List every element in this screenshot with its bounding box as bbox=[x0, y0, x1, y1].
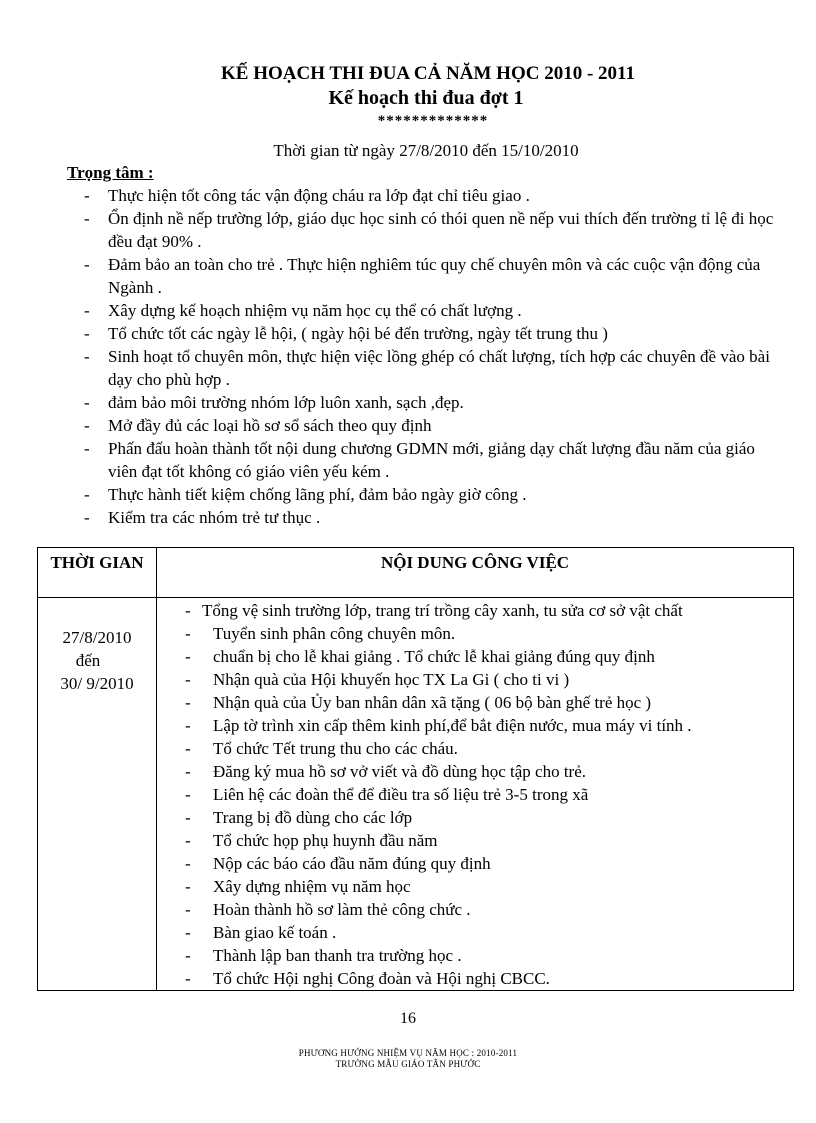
task-item: - Tổ chức Hội nghị Công đoàn và Hội nghị CBCC. bbox=[185, 967, 793, 990]
task-item: - Hoàn thành hồ sơ làm thẻ công chức . bbox=[185, 898, 793, 921]
time-start: 27/8/2010 bbox=[62, 628, 132, 647]
task-item: - Tổ chức Tết trung thu cho các cháu. bbox=[185, 737, 793, 760]
focus-item: - Thực hành tiết kiệm chống lãng phí, đảm bảo ngày giờ công . bbox=[84, 483, 784, 506]
task-item: - Liên hệ các đoàn thể để điều tra số liệu trẻ 3-5 trong xã bbox=[185, 783, 793, 806]
task-item: - Tổ chức họp phụ huynh đầu năm bbox=[185, 829, 793, 852]
focus-item: - đảm bảo môi trường nhóm lớp luôn xanh, sạch ,đẹp. bbox=[84, 391, 784, 414]
task-item: - Lập tờ trình xin cấp thêm kinh phí,để bắt điện nước, mua máy vi tính . bbox=[185, 714, 793, 737]
task-item: - Tuyển sinh phân công chuyên môn. bbox=[185, 622, 793, 645]
focus-item: - Thực hiện tốt công tác vận động cháu ra lớp đạt chỉ tiêu giao . bbox=[84, 184, 784, 207]
task-item: - Nhận quà của Hội khuyến học TX La Gi ( cho ti vi ) bbox=[185, 668, 793, 691]
header-time: THỜI GIAN bbox=[38, 548, 157, 598]
focus-item: - Xây dựng kế hoạch nhiệm vụ năm học cụ thể có chất lượng . bbox=[84, 299, 784, 322]
time-end: 30/ 9/2010 bbox=[60, 674, 134, 693]
stars-divider: ************* bbox=[377, 113, 489, 129]
task-item: - Nộp các báo cáo đầu năm đúng quy định bbox=[185, 852, 793, 875]
focus-item: - Phấn đấu hoàn thành tốt nội dung chương GDMN mới, giảng dạy chất lượng đầu năm của giáo viên đạt tốt không có giáo viên yếu kém . bbox=[84, 437, 784, 483]
document-title: KẾ HOẠCH THI ĐUA CẢ NĂM HỌC 2010 - 2011 bbox=[221, 63, 635, 84]
focus-item: - Đảm bảo an toàn cho trẻ . Thực hiện nghiêm túc quy chế chuyên môn và các cuộc vận động của Ngành . bbox=[84, 253, 784, 299]
footer-line-2: TRƯỜNG MẪU GIÁO TÂN PHƯỚC bbox=[335, 1059, 481, 1069]
task-item: - Nhận quà của Ủy ban nhân dân xã tặng ( 06 bộ bàn ghế trẻ học ) bbox=[185, 691, 793, 714]
task-item: - Bàn giao kế toán . bbox=[185, 921, 793, 944]
task-item: - Thành lập ban thanh tra trường học . bbox=[185, 944, 793, 967]
task-item: - Trang bị đồ dùng cho các lớp bbox=[185, 806, 793, 829]
tasks-cell bbox=[157, 598, 794, 991]
task-item: - Đăng ký mua hồ sơ vở viết và đồ dùng học tập cho trẻ. bbox=[185, 760, 793, 783]
plan-table bbox=[37, 547, 794, 991]
task-item: - Tổng vệ sinh trường lớp, trang trí trồng cây xanh, tu sửa cơ sở vật chất bbox=[185, 599, 793, 622]
page-footer bbox=[0, 1048, 816, 1070]
focus-heading: Trọng tâm : bbox=[67, 163, 154, 182]
focus-item: - Kiểm tra các nhóm trẻ tư thục . bbox=[84, 506, 784, 529]
footer-line-1: PHƯƠNG HƯỚNG NHIỆM VỤ NĂM HỌC : 2010-2011 bbox=[298, 1048, 518, 1058]
time-connector: đến bbox=[75, 651, 101, 670]
document-subtitle: Kế hoạch thi đua đợt 1 bbox=[328, 87, 524, 109]
time-cell bbox=[38, 598, 157, 991]
table-row bbox=[38, 598, 794, 991]
focus-item: - Sinh hoạt tổ chuyên môn, thực hiện việc lồng ghép có chất lượng, tích hợp các chuyên đề vào bài dạy cho phù hợp . bbox=[84, 345, 784, 391]
page-number: 16 bbox=[400, 1010, 416, 1027]
table-header-row bbox=[38, 548, 794, 598]
header-content: NỘI DUNG CÔNG VIỆC bbox=[157, 548, 794, 598]
task-item: - chuẩn bị cho lễ khai giảng . Tổ chức lễ khai giảng đúng quy định bbox=[185, 645, 793, 668]
task-list bbox=[157, 598, 793, 990]
focus-list bbox=[84, 184, 784, 529]
focus-item: - Tổ chức tốt các ngày lễ hội, ( ngày hội bé đến trường, ngày tết trung thu ) bbox=[84, 322, 784, 345]
period-line: Thời gian từ ngày 27/8/2010 đến 15/10/2010 bbox=[273, 141, 579, 160]
focus-item: - Mở đầy đủ các loại hồ sơ sổ sách theo quy định bbox=[84, 414, 784, 437]
task-item: - Xây dựng nhiệm vụ năm học bbox=[185, 875, 793, 898]
focus-item: - Ổn định nề nếp trường lớp, giáo dục học sinh có thói quen nề nếp vui thích đến trường tỉ lệ đi học đều đạt 90% . bbox=[84, 207, 784, 253]
